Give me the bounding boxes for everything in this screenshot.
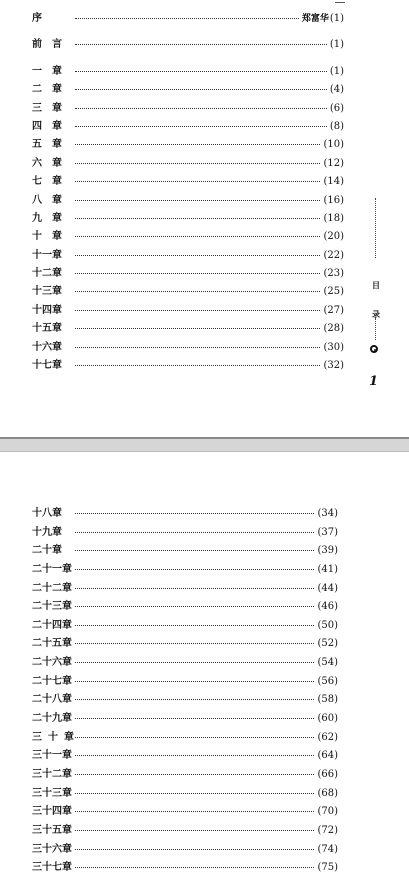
- toc-label: 十一章: [32, 249, 62, 261]
- toc-label: 三十五章: [32, 824, 72, 836]
- toc-page-number: (16): [323, 194, 344, 206]
- leader-dots: [75, 263, 320, 274]
- leader-dots: [75, 171, 320, 182]
- leader-dots: [75, 839, 314, 850]
- leader-dots: [75, 615, 314, 626]
- toc-label: 三十四章: [32, 806, 72, 818]
- toc-label: 十八章: [32, 508, 62, 519]
- leader-dots: [75, 727, 314, 738]
- toc-page-number: (27): [323, 304, 344, 316]
- toc-label: 四章: [32, 120, 72, 132]
- toc-label: 七章: [32, 176, 72, 188]
- toc-page-number: (60): [317, 713, 338, 725]
- document-page-top: [0, 0, 409, 437]
- toc-label: 二十八章: [32, 694, 72, 706]
- side-title-char: 目: [372, 280, 380, 290]
- toc-label: 二十七章: [32, 675, 72, 687]
- leader-dots: [75, 190, 320, 201]
- toc-page-number: (39): [317, 545, 338, 557]
- toc-page-number: (34): [317, 508, 338, 519]
- toc-page-number: (56): [317, 675, 338, 687]
- page-number: 1: [369, 374, 379, 389]
- leader-dots: [75, 281, 320, 292]
- toc-page-number: (68): [317, 787, 338, 799]
- toc-label: 九章: [32, 212, 72, 224]
- toc-page-number: (12): [323, 157, 344, 169]
- leader-dots: [75, 857, 314, 868]
- toc-page-number: (22): [323, 249, 344, 261]
- toc-label: 三十七章: [32, 862, 72, 874]
- toc-page-number: (66): [317, 768, 338, 780]
- leader-dots: [75, 98, 327, 109]
- toc-label: 十三章: [32, 286, 62, 298]
- toc-page-number: (1): [329, 13, 344, 24]
- toc-page-number: (75): [317, 862, 338, 874]
- toc-author: 郑富华: [301, 14, 329, 24]
- toc-label: 一章: [32, 65, 72, 77]
- toc-page-number: (32): [323, 360, 344, 372]
- leader-dots: [75, 300, 320, 311]
- toc-label: 三十三章: [32, 787, 72, 799]
- toc-label: 二十六章: [32, 657, 72, 669]
- leader-dots: [75, 245, 320, 256]
- leader-dots: [75, 153, 320, 164]
- toc-page-number: (1): [329, 65, 344, 77]
- leader-dots: [75, 503, 314, 514]
- toc-page-number: (30): [323, 341, 344, 353]
- toc-page-number: (14): [323, 176, 344, 188]
- toc-row-preface[interactable]: [32, 10, 344, 28]
- toc-label: 二十四章: [32, 619, 72, 631]
- toc-label: 二十五章: [32, 638, 72, 650]
- toc-label: 十五章: [32, 323, 62, 335]
- leader-dots: [75, 578, 314, 589]
- toc-label: 五章: [32, 139, 72, 151]
- toc-label: 十九章: [32, 526, 62, 538]
- toc-label: 序: [32, 13, 42, 24]
- toc-page-number: (50): [317, 619, 338, 631]
- leader-dots: [75, 226, 320, 237]
- toc-label: 三十六章: [32, 843, 72, 855]
- toc-label: 三十一章: [32, 750, 72, 762]
- toc-page-number: (23): [323, 268, 344, 280]
- toc-row-foreword[interactable]: [32, 36, 344, 54]
- toc-label: 二十九章: [32, 713, 72, 725]
- leader-dots: [75, 134, 320, 145]
- toc-page-number: (4): [329, 84, 344, 96]
- toc-page-number: (70): [317, 806, 338, 818]
- toc-page-number: (46): [317, 601, 338, 613]
- leader-dots: [75, 820, 314, 831]
- toc-label: 三十章: [32, 731, 80, 743]
- margin-dotted-rule-lower: [375, 318, 376, 340]
- leader-dots: [75, 337, 320, 348]
- toc-row-chapter[interactable]: [32, 357, 344, 375]
- page-edge-fragment: [335, 0, 345, 3]
- leader-dots: [75, 708, 314, 719]
- toc-page-number: (20): [323, 231, 344, 243]
- leader-dots: [75, 689, 314, 700]
- table-of-contents-bottom: [32, 505, 338, 878]
- toc-row-chapter[interactable]: [32, 859, 338, 878]
- toc-page-number: (58): [317, 694, 338, 706]
- leader-dots: [75, 745, 314, 756]
- toc-page-number: (18): [323, 212, 344, 224]
- toc-label: 十二章: [32, 268, 62, 280]
- leader-dots: [75, 116, 327, 127]
- leader-dots: [75, 318, 320, 329]
- toc-page-number: (44): [317, 582, 338, 594]
- toc-page-number: (74): [317, 843, 338, 855]
- toc-page-number: (6): [329, 102, 344, 114]
- toc-page-number: (37): [317, 526, 338, 538]
- toc-page-number: (8): [329, 120, 344, 132]
- toc-label: 三章: [32, 102, 72, 114]
- leader-dots: [75, 783, 314, 794]
- toc-label: 二十三章: [32, 601, 72, 613]
- leader-dots: [75, 355, 320, 366]
- bullseye-ornament-icon: [370, 345, 378, 353]
- toc-label: 八章: [32, 194, 72, 206]
- side-title-char: 录: [372, 309, 380, 319]
- toc-page-number: (10): [323, 139, 344, 151]
- toc-label: 十章: [32, 231, 72, 243]
- toc-label: 六章: [32, 157, 72, 169]
- toc-page-number: (25): [323, 286, 344, 298]
- toc-label: 十六章: [32, 341, 62, 353]
- toc-label: 二十章: [32, 545, 62, 557]
- toc-page-number: (41): [317, 563, 338, 575]
- leader-dots: [75, 79, 327, 90]
- toc-label: 二十一章: [32, 563, 72, 575]
- toc-page-number: (28): [323, 323, 344, 335]
- leader-dots: [75, 208, 320, 219]
- leader-dots: [75, 522, 314, 533]
- leader-dots: [75, 34, 327, 45]
- toc-page-number: (1): [329, 39, 344, 51]
- leader-dots: [75, 61, 327, 72]
- leader-dots: [75, 633, 314, 644]
- toc-label: 十四章: [32, 304, 62, 316]
- leader-dots: [75, 801, 314, 812]
- leader-dots: [75, 596, 314, 607]
- leader-dots: [75, 8, 299, 19]
- toc-label: 三十二章: [32, 768, 72, 780]
- toc-page-number: (72): [317, 824, 338, 836]
- leader-dots: [75, 764, 314, 775]
- toc-page-number: (54): [317, 657, 338, 669]
- leader-dots: [75, 540, 314, 551]
- toc-label: 二十二章: [32, 582, 72, 594]
- toc-label: 十七章: [32, 360, 62, 372]
- toc-label: 二章: [32, 84, 72, 96]
- toc-label: 前言: [32, 39, 72, 51]
- leader-dots: [75, 671, 314, 682]
- toc-page-number: (64): [317, 750, 338, 762]
- toc-page-number: (62): [317, 731, 338, 743]
- margin-dotted-rule-upper: [375, 198, 376, 258]
- leader-dots: [75, 652, 314, 663]
- page-divider: [0, 437, 409, 452]
- toc-page-number: (52): [317, 638, 338, 650]
- table-of-contents-top: [32, 10, 344, 375]
- leader-dots: [75, 559, 314, 570]
